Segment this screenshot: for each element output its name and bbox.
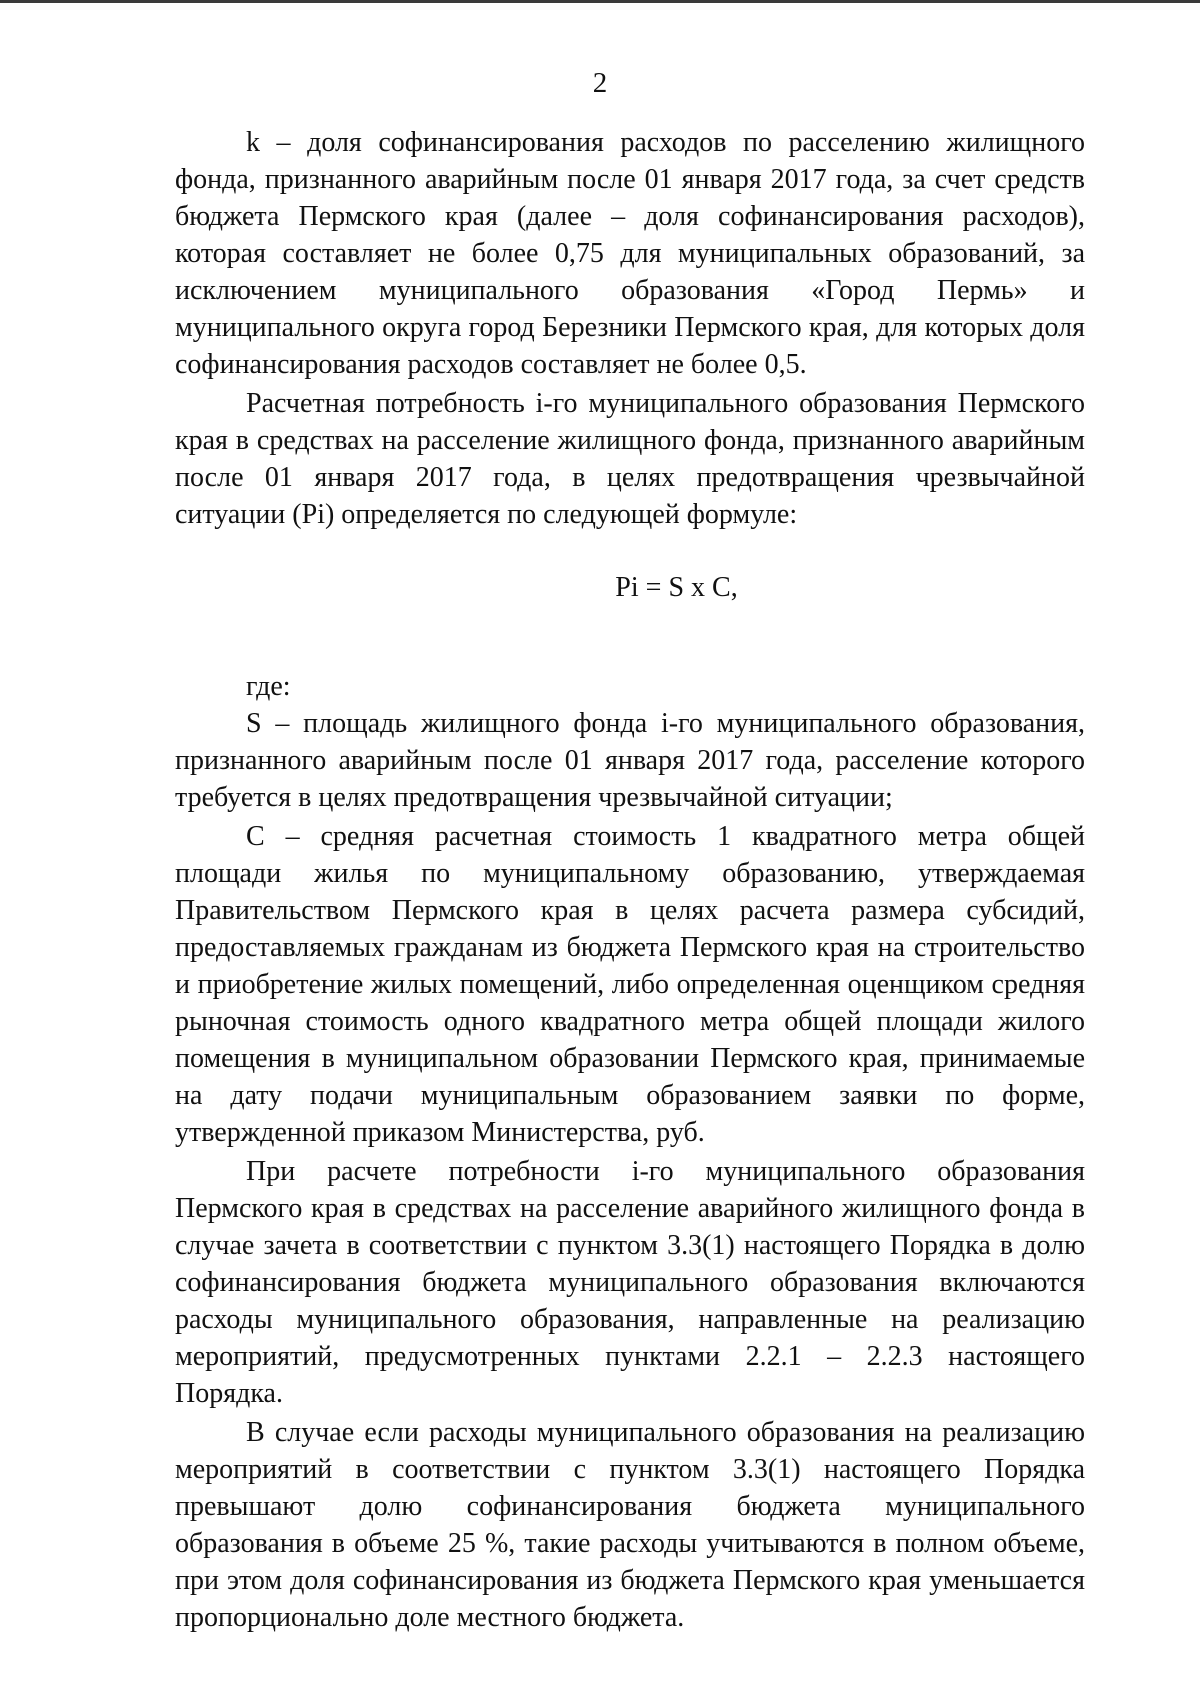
paragraph-where: где: xyxy=(246,671,291,702)
paragraph-k-definition: k – доля софинансирования расходов по расселению жилищного фонда, признанного аварийным после 01 января 2017 года, за счет средств бюджета Пермского края (далее – доля софинансирования расходов), которая составляет не более 0,75 для муниципальных образований, за исключением муниципального образования «Город Пермь» и муниципального округа город Березники Пермского края, для которых доля софинансирования расходов составляет не более 0,5. xyxy=(175,127,1085,380)
paragraph-s-definition: S – площадь жилищного фонда i-го муниципального образования, признанного аварийным после 01 января 2017 года, расселение которого требуется в целях предотвращения чрезвычайной ситуации; xyxy=(175,708,1085,813)
paragraph-need-calculation: Расчетная потребность i-го муниципального образования Пермского края в средствах на расселение жилищного фонда, признанного аварийным после 01 января 2017 года, в целях предотвращения чрезвычайной ситуации (Pi) определяется по следующей формуле: xyxy=(175,388,1085,530)
formula: Pi = S x C, xyxy=(615,572,738,603)
scan-top-edge xyxy=(0,0,1200,3)
paragraph-excess-expenses: В случае если расходы муниципального образования на реализацию мероприятий в соответствии с пунктом 3.3(1) настоящего Порядка превышают долю софинансирования бюджета муниципального образования в объеме 25 %, такие расходы учитываются в полном объеме, при этом доля софинансирования из бюджета Пермского края уменьшается пропорционально доле местного бюджета. xyxy=(175,1417,1085,1633)
page-number: 2 xyxy=(592,67,608,99)
paragraph-c-definition: C – средняя расчетная стоимость 1 квадратного метра общей площади жилья по муниципальному образованию, утверждаемая Правительством Пермского края в целях расчета размера субсидий, предоставляемых гражданам из бюджета Пермского края на строительство и приобретение жилых помещений, либо определенная оценщиком средняя рыночная стоимость одного квадратного метра общей площади жилого помещения в муниципальном образовании Пермского края, принимаемые на дату подачи муниципальным образованием заявки по форме, утвержденной приказом Министерства, руб. xyxy=(175,821,1085,1148)
document-body xyxy=(175,124,1085,1636)
paragraph-calculation-offset: При расчете потребности i-го муниципального образования Пермского края в средствах на расселение аварийного жилищного фонда в случае зачета в соответствии с пунктом 3.3(1) настоящего Порядка в долю софинансирования бюджета муниципального образования включаются расходы муниципального образования, направленные на реализацию мероприятий, предусмотренных пунктами 2.2.1 – 2.2.3 настоящего Порядка. xyxy=(175,1156,1085,1409)
